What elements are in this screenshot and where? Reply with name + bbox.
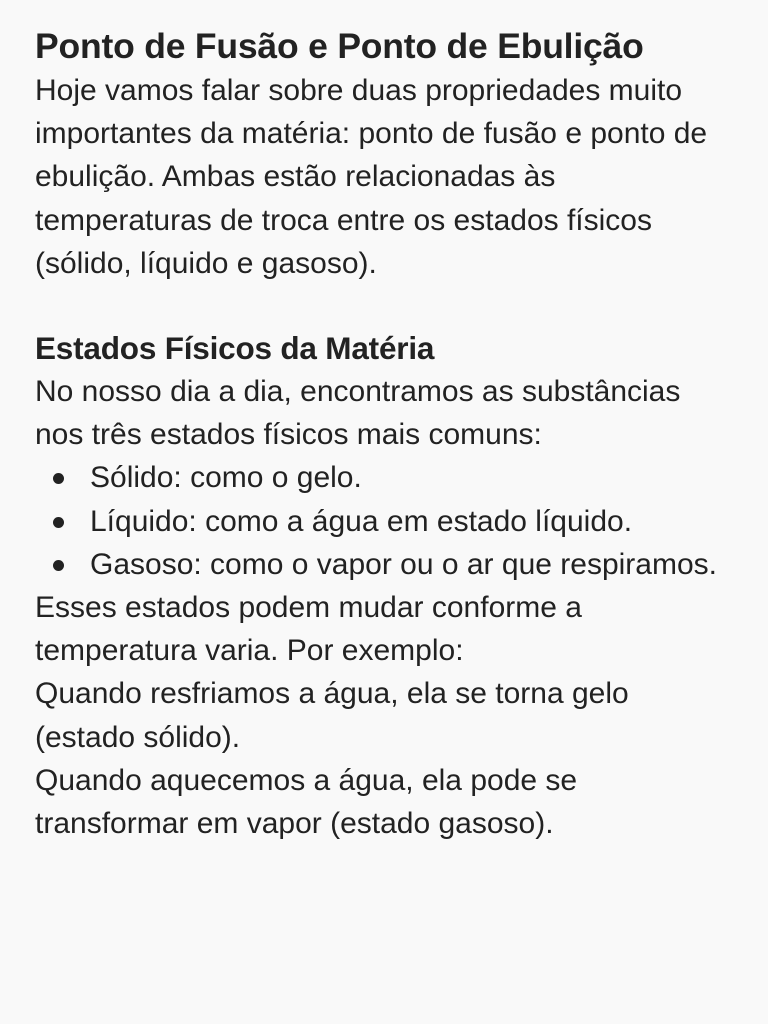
page-title: Ponto de Fusão e Ponto de Ebulição	[35, 26, 644, 66]
list-item	[90, 543, 734, 586]
section-spacer	[35, 285, 734, 327]
section-heading: Estados Físicos da Matéria	[35, 330, 435, 367]
example-cold-paragraph: Quando resfriamos a água, ela se torna gelo (estado sólido).	[35, 677, 629, 754]
bullet-icon	[53, 473, 64, 484]
bullet-icon	[53, 560, 64, 571]
intro-paragraph: Hoje vamos falar sobre duas propriedades muito importantes da matéria: ponto de fusão e ponto de ebulição. Ambas estão relacionadas às temperaturas de troca entre os estados físicos (sólido, líquido e gasoso).	[35, 74, 708, 280]
list-item	[90, 500, 734, 543]
list-item-text: Gasoso: como o vapor ou o ar que respiramos.	[90, 547, 717, 581]
states-list	[35, 456, 734, 586]
section-lead-paragraph: No nosso dia a dia, encontramos as substâncias nos três estados físicos mais comuns:	[35, 375, 681, 452]
example-hot-paragraph: Quando aquecemos a água, ela pode se transformar em vapor (estado gasoso).	[35, 763, 578, 841]
bullet-icon	[53, 517, 64, 528]
list-item-text: Líquido: como a água em estado líquido.	[90, 504, 633, 538]
list-item-text: Sólido: como o gelo.	[90, 461, 362, 495]
change-intro-paragraph: Esses estados podem mudar conforme a temperatura varia. Por exemplo:	[35, 591, 582, 668]
list-item	[90, 456, 734, 499]
